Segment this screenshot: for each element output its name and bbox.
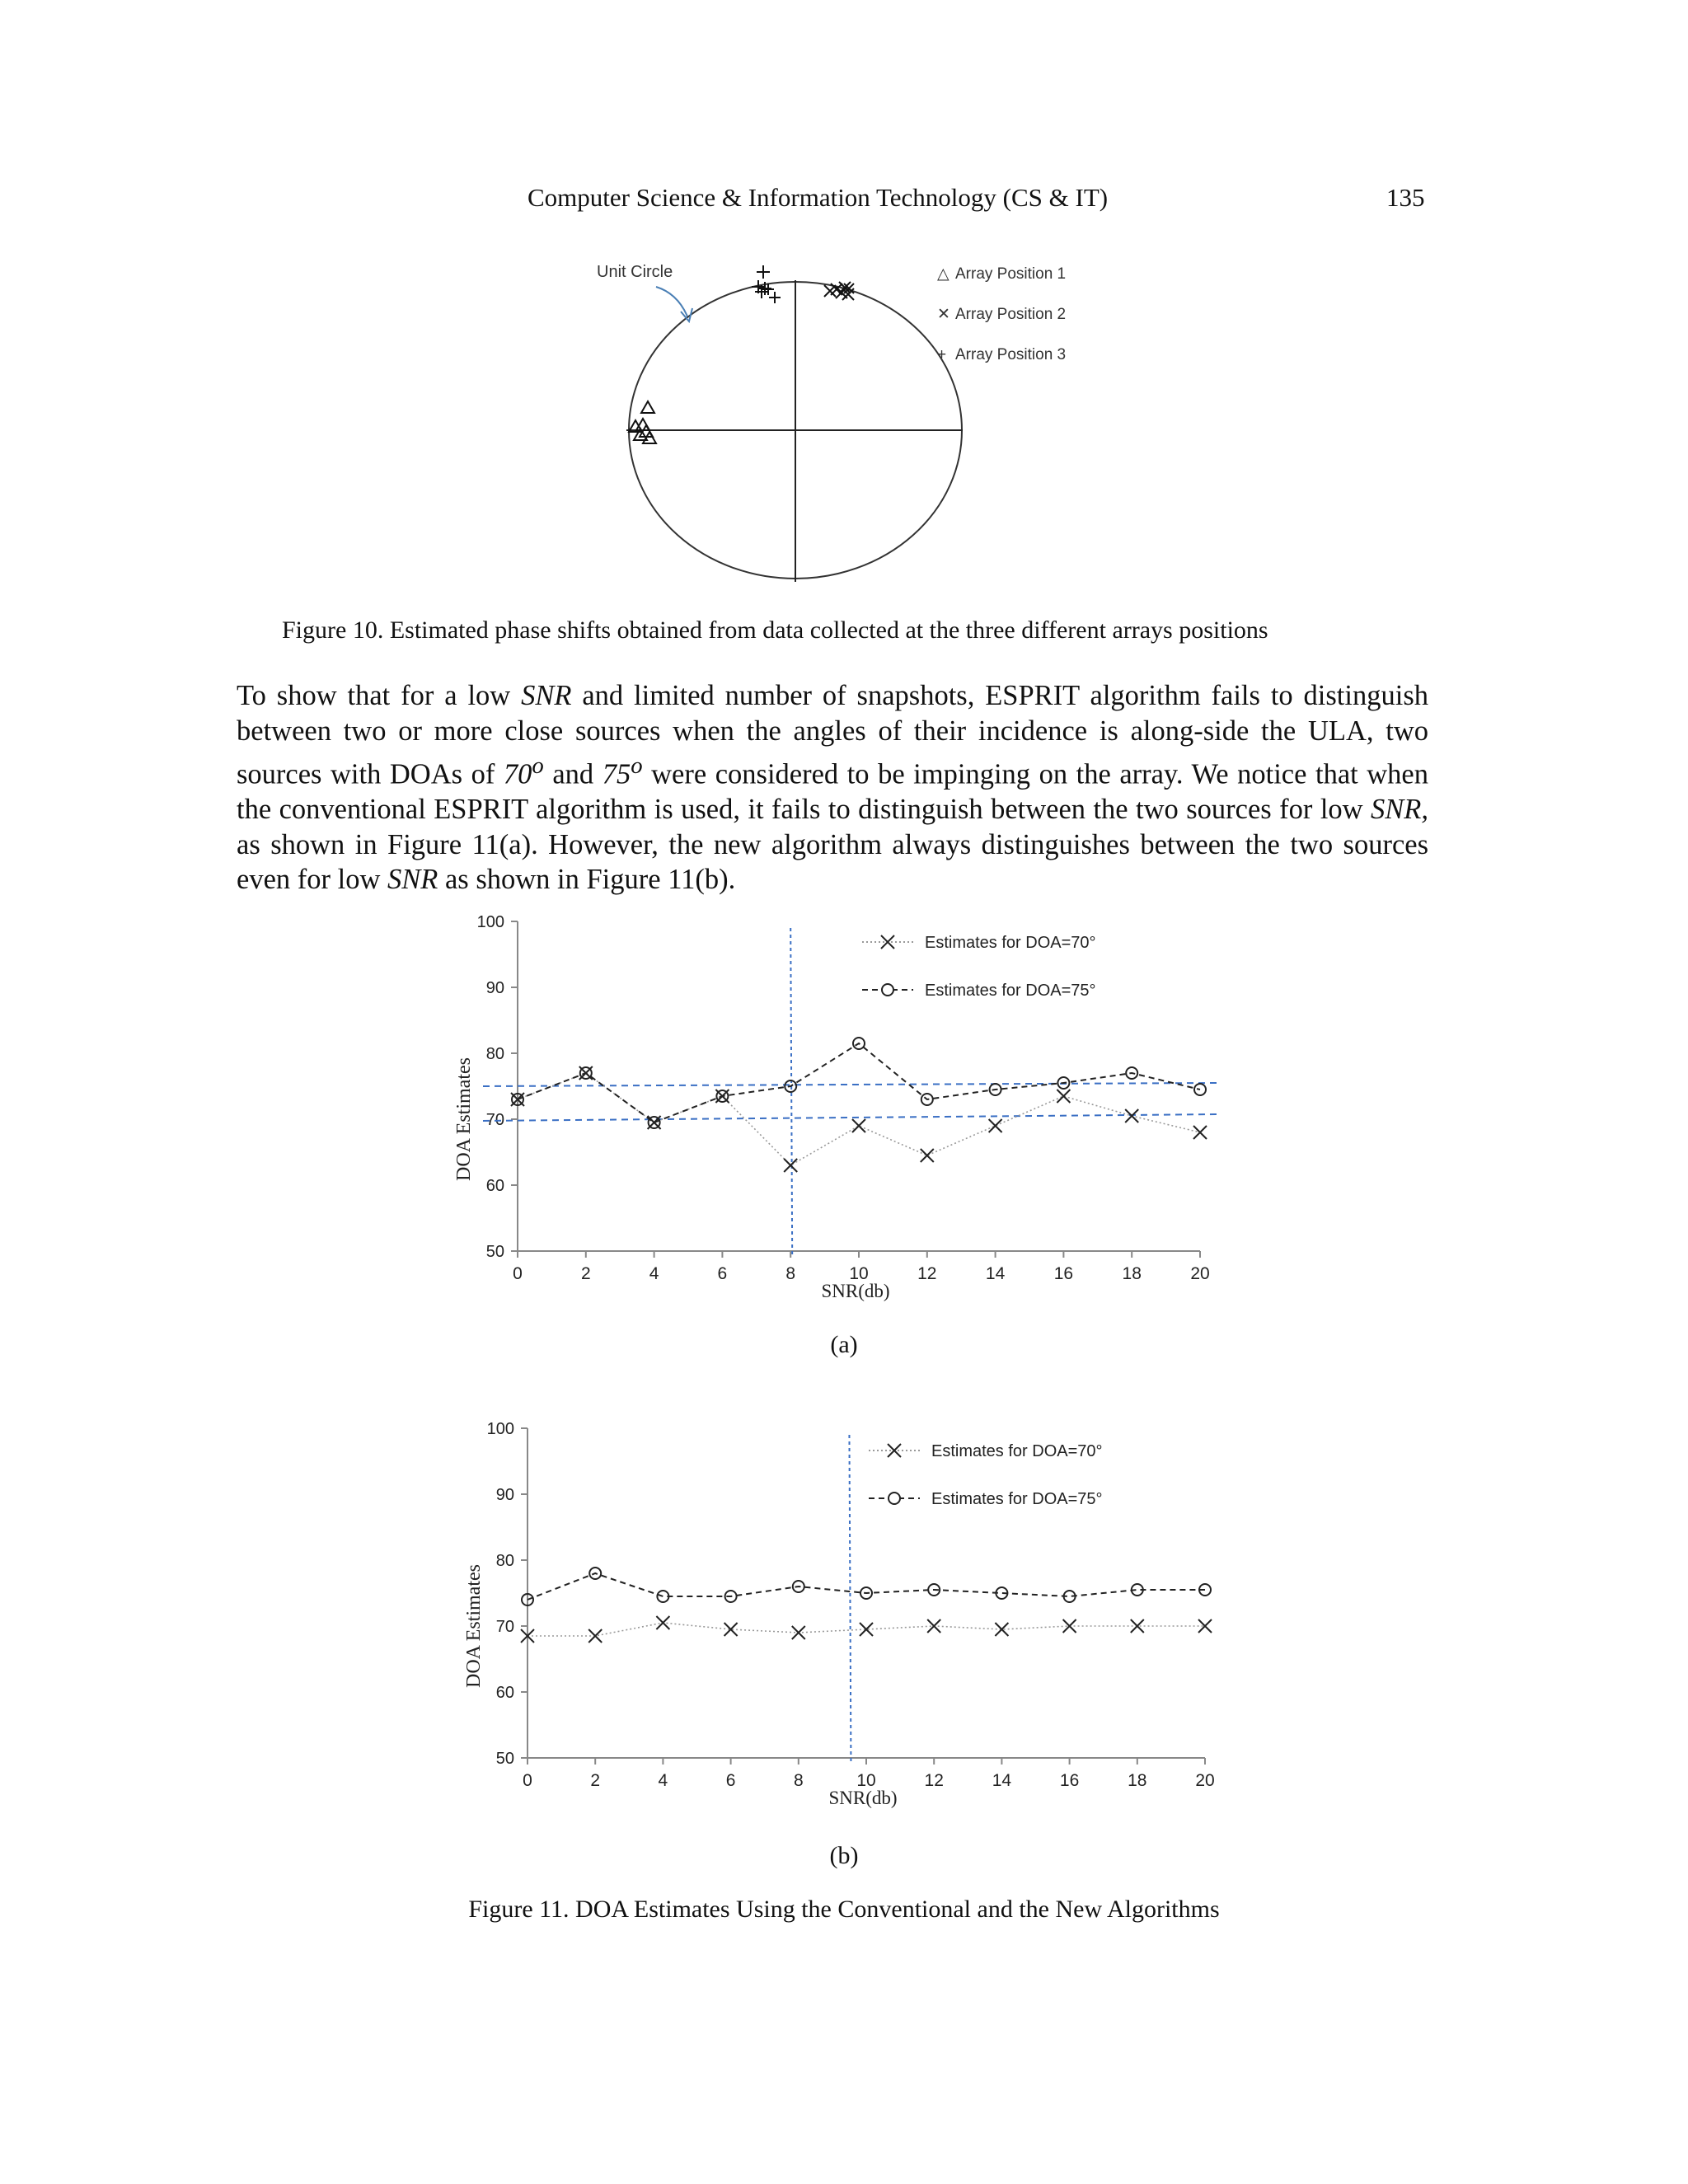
legend-label-1: Array Position 1	[955, 265, 1067, 283]
array-position-1-markers	[629, 401, 656, 443]
x-axis-label: SNR(db)	[828, 1788, 898, 1808]
legend-label-2: Array Position 2	[955, 306, 1067, 323]
reference-horizontal-line	[483, 1083, 1220, 1086]
figure-10-legend	[937, 265, 1066, 363]
x-tick-label: 18	[1128, 1771, 1147, 1790]
x-tick-label: 10	[856, 1771, 876, 1790]
y-tick-label: 50	[495, 1750, 514, 1768]
legend-label: Estimates for DOA=75°	[925, 982, 1096, 1000]
body-paragraph: To show that for a low SNR and limited number of snapshots, ESPRIT algorithm fails to distinguish between two or more close sources when the angles of their incidence is along-side the ULA, two sources with DOAs of 70$^o$ and 75$^o$ were considered to be impinging on the array. We notice that when the conventional ESPRIT algorithm is used, it fails to distinguish between the two sources for low SNR, as shown in Figure 11(a). However, the new algorithm always distinguishes between the two sources even for low SNR as shown in Figure 11(b).	[237, 680, 1428, 896]
x-tick-label: 0	[523, 1771, 532, 1790]
data-point-x-marker	[784, 1159, 797, 1172]
y-tick-label: 60	[485, 1177, 504, 1195]
figure-11a-label: (a)	[830, 1331, 858, 1358]
data-point-x-marker	[852, 1119, 865, 1132]
x-tick-label: 16	[1053, 1264, 1074, 1283]
figure-11-caption: Figure 11. DOA Estimates Using the Conventional and the New Algorithms	[468, 1896, 1220, 1923]
y-tick-label: 100	[486, 1420, 514, 1438]
reference-horizontal-line	[483, 1114, 1220, 1121]
x-tick-label: 14	[992, 1771, 1012, 1790]
data-point-x-marker	[995, 1623, 1008, 1636]
x-tick-label: 20	[1190, 1264, 1210, 1283]
x-tick-label: 10	[849, 1264, 869, 1283]
data-point-x-marker	[921, 1149, 934, 1162]
figure-10-caption: Figure 10. Estimated phase shifts obtained from data collected at the three different arrays positions	[282, 616, 1268, 644]
y-tick-label: 70	[495, 1618, 514, 1636]
x-tick-label: 2	[580, 1264, 591, 1283]
y-tick-label: 90	[485, 979, 504, 997]
page-number: 135	[1386, 183, 1425, 212]
legend-circle-marker	[882, 984, 893, 996]
series-line-doa70	[518, 1073, 1200, 1165]
y-tick-label: 80	[495, 1552, 514, 1570]
figure-10-unit-circle	[0, 0, 1688, 626]
legend-circle-marker	[889, 1493, 900, 1504]
x-tick-label: 4	[649, 1264, 659, 1283]
y-tick-label: 50	[485, 1243, 504, 1261]
data-point-x-marker	[1125, 1109, 1138, 1122]
data-point-x-marker	[860, 1623, 873, 1636]
data-point-x-marker	[1057, 1090, 1070, 1103]
data-point-x-marker	[1198, 1619, 1212, 1633]
x-tick-label: 18	[1122, 1264, 1142, 1283]
legend-label: Estimates for DOA=70°	[931, 1442, 1103, 1460]
data-point-circle-marker	[657, 1591, 668, 1602]
legend-symbol-plus: +	[937, 346, 947, 363]
data-point-x-marker	[724, 1623, 738, 1636]
x-tick-label: 12	[917, 1264, 937, 1283]
y-tick-label: 80	[485, 1045, 504, 1063]
x-tick-label: 6	[717, 1264, 728, 1283]
legend-label: Estimates for DOA=70°	[925, 934, 1096, 952]
unit-circle-label: Unit Circle	[597, 263, 673, 281]
legend-symbol-triangle: △	[937, 265, 950, 283]
legend-symbol-x: ✕	[937, 306, 950, 323]
legend-label-3: Array Position 3	[955, 346, 1067, 363]
x-tick-label: 6	[725, 1771, 736, 1790]
figure-11b-label: (b)	[829, 1842, 859, 1869]
figure-11b-chart	[0, 1405, 1688, 1825]
y-tick-label: 70	[485, 1111, 504, 1129]
x-tick-label: 14	[985, 1264, 1006, 1283]
y-tick-label: 100	[476, 913, 504, 931]
x-tick-label: 8	[793, 1771, 804, 1790]
x-axis-label: SNR(db)	[821, 1281, 890, 1301]
x-tick-label: 20	[1195, 1771, 1215, 1790]
data-point-x-marker	[989, 1119, 1002, 1132]
reference-vertical-line	[849, 1435, 851, 1763]
y-axis-label: DOA Estimates	[453, 1057, 475, 1181]
running-header: Computer Science & Information Technology (CS & IT)	[528, 183, 1109, 212]
unit-circle-arrow	[656, 287, 687, 316]
y-axis-label: DOA Estimates	[463, 1564, 485, 1688]
x-tick-label: 12	[924, 1771, 944, 1790]
x-tick-label: 16	[1059, 1771, 1080, 1790]
y-tick-label: 60	[495, 1684, 514, 1702]
data-point-x-marker	[1193, 1126, 1207, 1139]
x-tick-label: 8	[785, 1264, 796, 1283]
figure-11a-chart	[0, 898, 1688, 1319]
legend-label: Estimates for DOA=75°	[931, 1490, 1103, 1508]
x-tick-label: 0	[513, 1264, 523, 1283]
y-tick-label: 90	[495, 1486, 514, 1504]
x-tick-label: 2	[590, 1771, 601, 1790]
x-tick-label: 4	[658, 1771, 668, 1790]
